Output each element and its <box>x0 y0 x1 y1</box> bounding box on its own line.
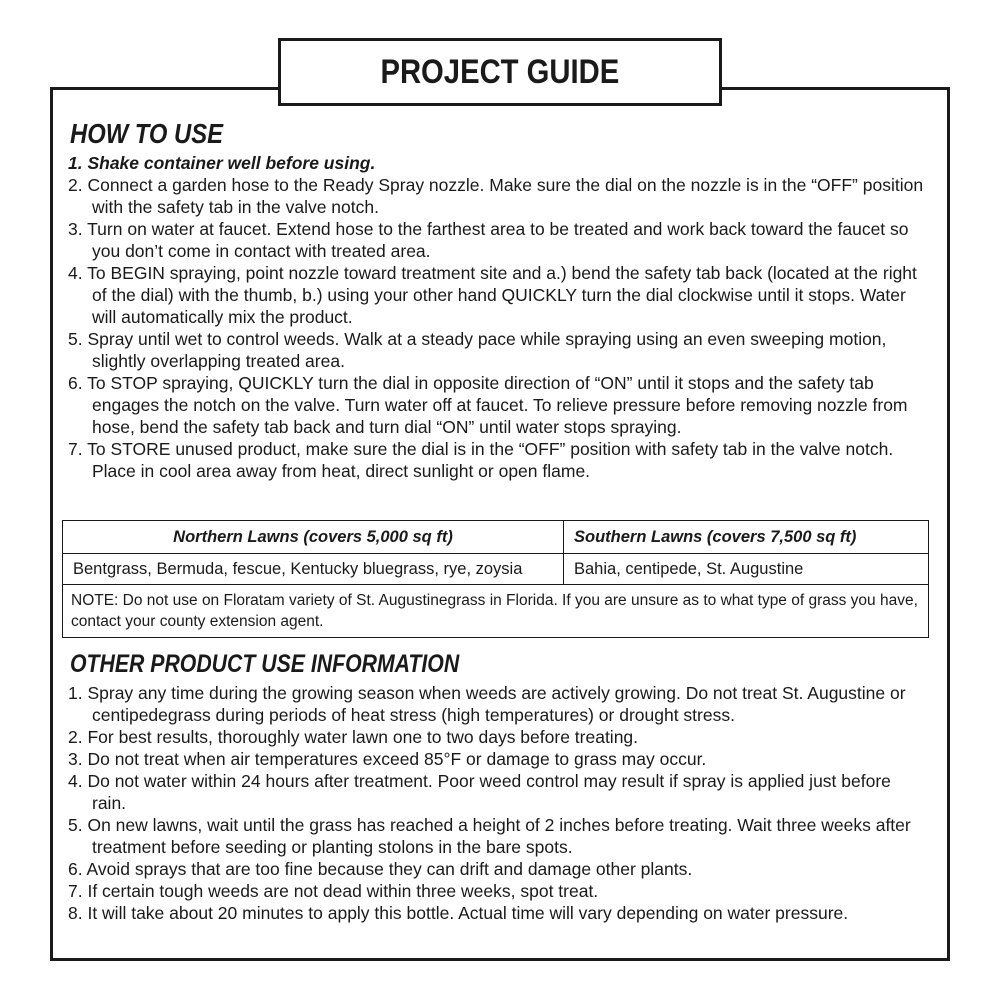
info-item-5: 5. On new lawns, wait until the grass has reached a height of 2 inches before treating. Wait three weeks after treatment before seeding or planting stolons in the bare spots. <box>68 815 911 857</box>
step-7: 7. To STORE unused product, make sure the dial is in the “OFF” position with safety tab in the valve notch. Place in cool area away from heat, direct sunlight or open flame. <box>68 439 894 481</box>
page-title: PROJECT GUIDE <box>380 52 620 91</box>
how-to-use-heading: HOW TO USE <box>70 118 223 149</box>
info-item-3: 3. Do not treat when air temperatures exceed 85°F or damage to grass may occur. <box>68 749 707 769</box>
other-info-list <box>68 682 924 924</box>
info-item-4: 4. Do not water within 24 hours after treatment. Poor weed control may result if spray is applied just before rain. <box>68 771 891 813</box>
northern-grasses: Bentgrass, Bermuda, fescue, Kentucky bluegrass, rye, zoysia <box>63 554 564 585</box>
info-item-6: 6. Avoid sprays that are too fine because they can drift and damage other plants. <box>68 859 693 879</box>
info-item-1: 1. Spray any time during the growing season when weeds are actively growing. Do not treat St. Augustine or centipedegrass during periods of heat stress (high temperatures) or drought stress. <box>68 683 906 725</box>
southern-grasses: Bahia, centipede, St. Augustine <box>564 554 929 585</box>
southern-lawns-header: Southern Lawns (covers 7,500 sq ft) <box>564 521 929 554</box>
table-header-row <box>63 521 929 554</box>
step-3: 3. Turn on water at faucet. Extend hose to the farthest area to be treated and work back toward the faucet so you don’t come in contact with treated area. <box>68 219 909 261</box>
step-2: 2. Connect a garden hose to the Ready Spray nozzle. Make sure the dial on the nozzle is in the “OFF” position with the safety tab in the valve notch. <box>68 175 924 217</box>
other-info-heading: OTHER PRODUCT USE INFORMATION <box>70 650 460 678</box>
lawn-coverage-table <box>62 520 929 638</box>
step-5: 5. Spray until wet to control weeds. Walk at a steady pace while spraying using an even sweeping motion, slightly overlapping treated area. <box>68 329 887 371</box>
title-box <box>278 38 722 106</box>
step-6: 6. To STOP spraying, QUICKLY turn the dial in opposite direction of “ON” until it stops and the safety tab engages the notch on the valve. Turn water off at faucet. To relieve pressure before removing nozzle from hose, bend the safety tab back and turn dial “ON” until water stops spraying. <box>68 373 908 437</box>
step-4: 4. To BEGIN spraying, point nozzle toward treatment site and a.) bend the safety tab back (located at the right of the dial) with the thumb, b.) using your other hand QUICKLY turn the dial clockwise until it stops. Water will automatically mix the product. <box>68 263 917 327</box>
info-item-7: 7. If certain tough weeds are not dead within three weeks, spot treat. <box>68 881 599 901</box>
northern-lawns-header: Northern Lawns (covers 5,000 sq ft) <box>63 521 564 554</box>
step-1: 1. Shake container well before using. <box>68 153 376 173</box>
grass-note: NOTE: Do not use on Floratam variety of St. Augustinegrass in Florida. If you are unsure as to what type of grass you have, contact your county extension agent. <box>63 585 929 638</box>
info-item-8: 8. It will take about 20 minutes to apply this bottle. Actual time will vary depending on water pressure. <box>68 903 849 923</box>
info-item-2: 2. For best results, thoroughly water lawn one to two days before treating. <box>68 727 639 747</box>
table-row <box>63 554 929 585</box>
table-note-row <box>63 585 929 638</box>
how-to-use-steps <box>68 152 924 482</box>
